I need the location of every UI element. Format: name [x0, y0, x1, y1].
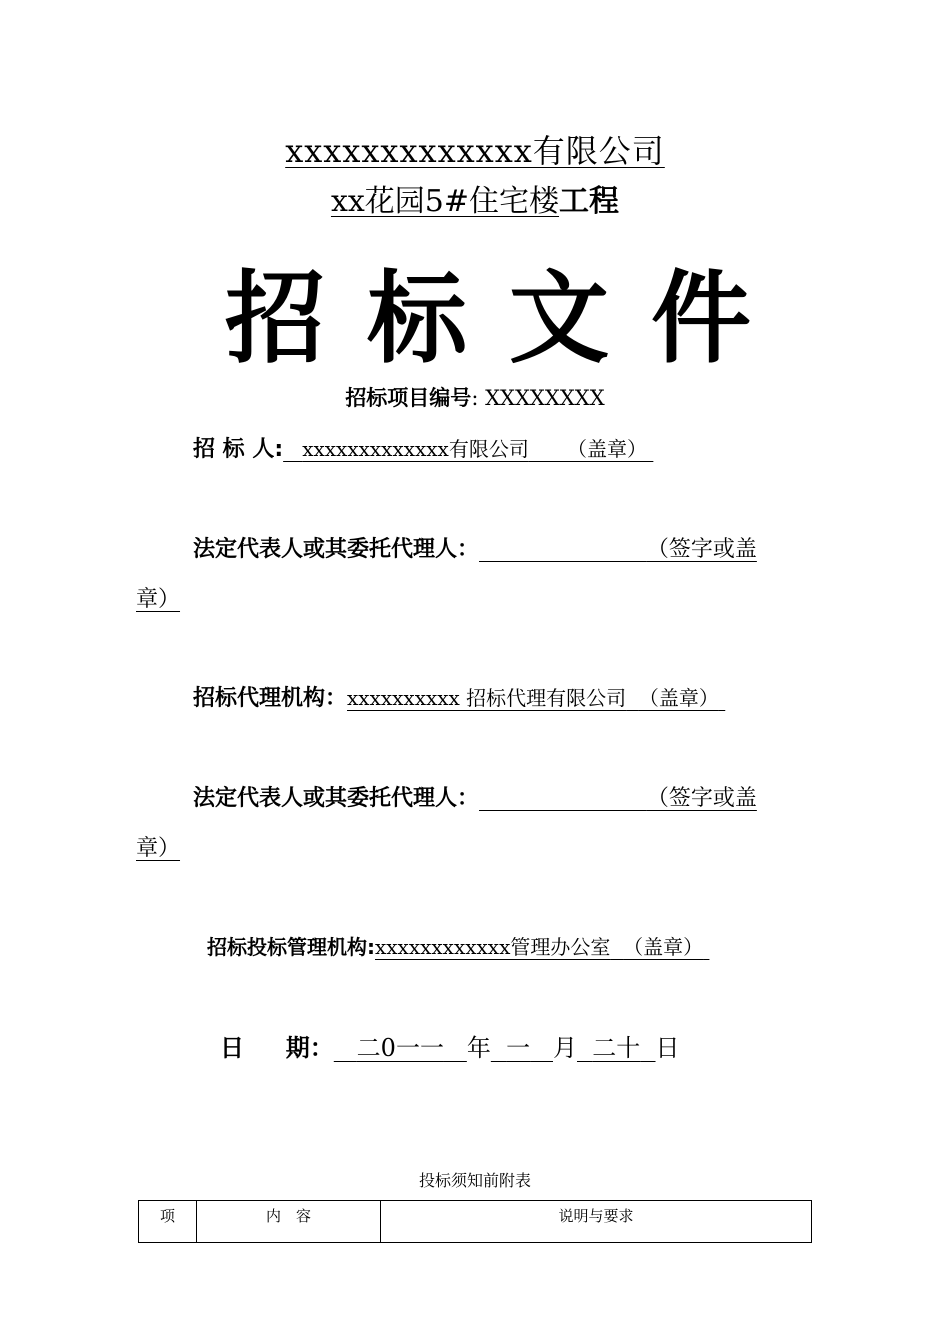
tenderer-label: 招 标 人: [193, 437, 284, 462]
appendix-header-item: 项 [139, 1201, 197, 1243]
date-label-period: 期： [285, 1034, 334, 1062]
date-year-unit: 年 [466, 1034, 491, 1062]
appendix-title: 投标须知前附表 [418, 1171, 531, 1190]
legal-rep-2-sign: （签字或盖 [646, 786, 757, 811]
legal-rep-2-label: 法定代表人或其委托代理人： [193, 786, 480, 811]
project-number-line: 招标项目编号: XXXXXXXX [345, 386, 605, 410]
legal-rep-2-sign-tail: 章） [136, 836, 181, 861]
management-label: 招标投标管理机构: [207, 935, 375, 959]
management-value: xxxxxxxxxxxx管理办公室 （盖章） [375, 935, 704, 959]
project-suffix: 工程 [559, 184, 620, 219]
appendix-header-row [139, 1201, 812, 1243]
legal-rep-2-tail-line [136, 831, 180, 862]
tenderer-value: xxxxxxxxxxxxx有限公司 （盖章） [302, 437, 647, 461]
company-name-line [0, 126, 950, 172]
date-label-day: 日 [220, 1034, 244, 1062]
tenderer-line [193, 432, 653, 463]
agency-line [193, 681, 725, 712]
agency-label: 招标代理机构： [193, 686, 348, 711]
date-day-unit: 日 [655, 1034, 680, 1062]
project-name-line [0, 176, 950, 220]
document-title: 招标文件 [225, 260, 793, 377]
appendix-header-requirements: 说明与要求 [381, 1201, 812, 1243]
management-line [207, 931, 709, 960]
management-seal: （盖章） [623, 935, 704, 959]
project-name: xx花园5#住宅楼 [330, 184, 560, 219]
date-line [220, 1028, 680, 1063]
date-month-value: 一 [506, 1034, 531, 1062]
legal-rep-1-label: 法定代表人或其委托代理人： [193, 537, 480, 562]
date-day-value: 二十 [592, 1034, 641, 1062]
agency-value: xxxxxxxxxx 招标代理有限公司 （盖章） [347, 686, 719, 710]
appendix-header-content: 内 容 [197, 1201, 381, 1243]
tenderer-seal: （盖章） [567, 437, 647, 461]
date-year-value: 二0一一 [356, 1034, 444, 1062]
legal-rep-1-tail-line [136, 582, 180, 613]
legal-rep-1-sign: （签字或盖 [646, 537, 757, 562]
project-number-label: 招标项目编号 [345, 386, 472, 410]
legal-rep-2-line [193, 781, 757, 812]
appendix-table [138, 1200, 812, 1243]
company-name: xxxxxxxxxxxxx有限公司 [285, 132, 665, 170]
legal-rep-1-sign-tail: 章） [136, 587, 181, 612]
date-month-unit: 月 [553, 1034, 577, 1062]
project-number-value: XXXXXXXX [485, 386, 605, 410]
agency-seal: （盖章） [638, 686, 719, 710]
legal-rep-1-line [193, 532, 757, 563]
